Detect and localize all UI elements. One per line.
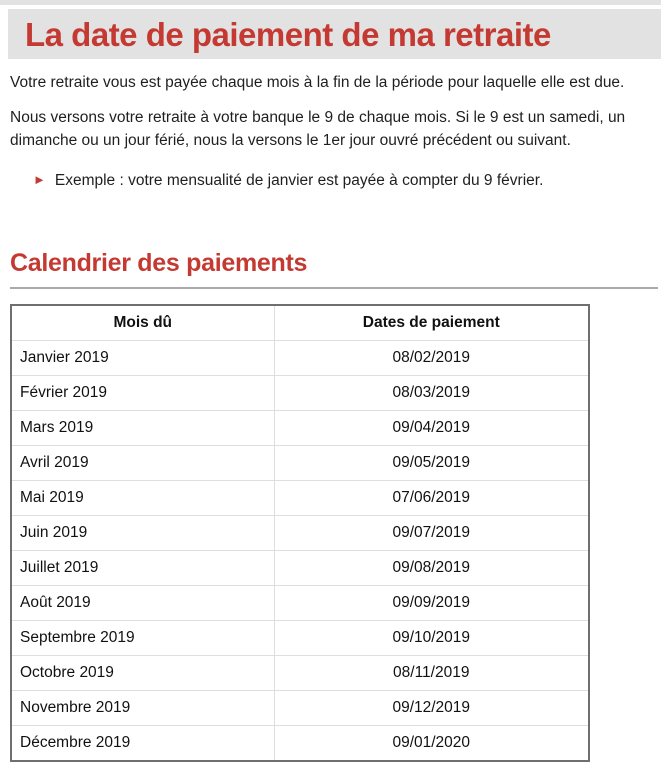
page-title: La date de paiement de ma retraite bbox=[25, 16, 551, 53]
table-row bbox=[11, 376, 589, 411]
month-cell: Décembre 2019 bbox=[11, 726, 274, 762]
date-column-header: Dates de paiement bbox=[274, 305, 589, 341]
month-cell: Février 2019 bbox=[11, 376, 274, 411]
top-divider bbox=[0, 0, 661, 5]
month-cell: Septembre 2019 bbox=[11, 621, 274, 656]
month-cell: Avril 2019 bbox=[11, 446, 274, 481]
month-cell: Janvier 2019 bbox=[11, 341, 274, 376]
date-cell: 09/07/2019 bbox=[274, 516, 589, 551]
date-cell: 07/06/2019 bbox=[274, 481, 589, 516]
month-cell: Juillet 2019 bbox=[11, 551, 274, 586]
table-row bbox=[11, 411, 589, 446]
date-cell: 09/01/2020 bbox=[274, 726, 589, 762]
intro-paragraph-2: Nous versons votre retraite à votre banque le 9 de chaque mois. Si le 9 est un samedi, un dimanche ou un jour férié, nous la versons le 1er jour ouvré précédent ou suivant. bbox=[10, 109, 626, 149]
date-cell: 08/02/2019 bbox=[274, 341, 589, 376]
example-note bbox=[33, 171, 647, 191]
table-row bbox=[11, 586, 589, 621]
table-row bbox=[11, 621, 589, 656]
date-cell: 08/03/2019 bbox=[274, 376, 589, 411]
month-column-header: Mois dû bbox=[11, 305, 274, 341]
example-arrow-icon: ► bbox=[33, 172, 46, 187]
date-cell: 09/12/2019 bbox=[274, 691, 589, 726]
intro-paragraph-1: Votre retraite vous est payée chaque mois à la fin de la période pour laquelle elle est due. bbox=[10, 74, 625, 91]
month-cell: Mai 2019 bbox=[11, 481, 274, 516]
page-header bbox=[8, 9, 661, 59]
date-cell: 09/05/2019 bbox=[274, 446, 589, 481]
table-row bbox=[11, 691, 589, 726]
table-row bbox=[11, 516, 589, 551]
month-cell: Mars 2019 bbox=[11, 411, 274, 446]
month-cell: Octobre 2019 bbox=[11, 656, 274, 691]
table-row bbox=[11, 446, 589, 481]
section-heading: Calendrier des paiements bbox=[10, 249, 308, 277]
table-row bbox=[11, 341, 589, 376]
month-cell: Novembre 2019 bbox=[11, 691, 274, 726]
example-text: Exemple : votre mensualité de janvier est payée à compter du 9 février. bbox=[54, 172, 544, 189]
table-row bbox=[11, 726, 589, 762]
month-cell: Août 2019 bbox=[11, 586, 274, 621]
table-row bbox=[11, 656, 589, 691]
month-cell: Juin 2019 bbox=[11, 516, 274, 551]
payment-calendar-table bbox=[10, 304, 590, 762]
date-cell: 09/09/2019 bbox=[274, 586, 589, 621]
table-header-row bbox=[11, 305, 589, 341]
table-row bbox=[11, 481, 589, 516]
table-row bbox=[11, 551, 589, 586]
date-cell: 09/10/2019 bbox=[274, 621, 589, 656]
date-cell: 09/04/2019 bbox=[274, 411, 589, 446]
date-cell: 08/11/2019 bbox=[274, 656, 589, 691]
date-cell: 09/08/2019 bbox=[274, 551, 589, 586]
section-divider bbox=[10, 287, 658, 289]
